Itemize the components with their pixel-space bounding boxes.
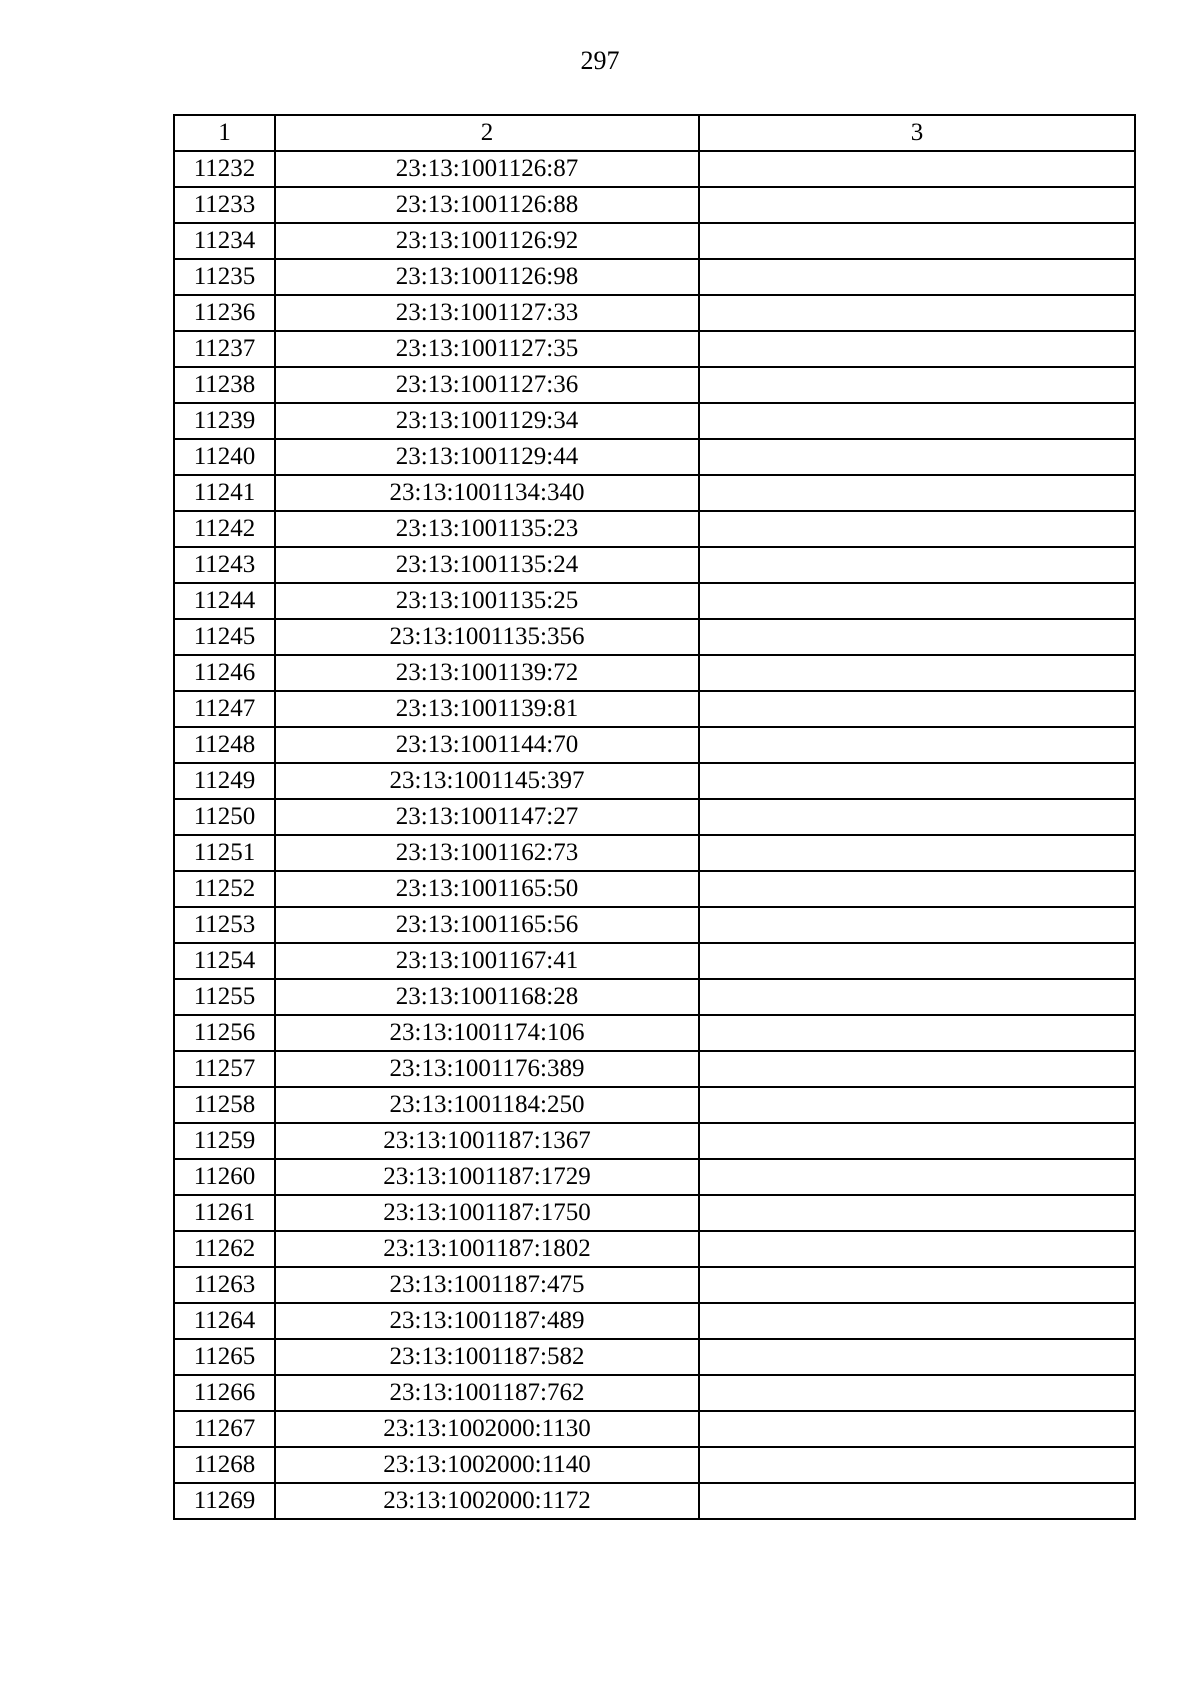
note-cell xyxy=(699,1015,1135,1051)
note-cell xyxy=(699,583,1135,619)
table-body xyxy=(174,151,1135,1519)
table-row xyxy=(174,835,1135,871)
cadastral-number-cell: 23:13:1001187:489 xyxy=(275,1303,699,1339)
cadastral-number-cell: 23:13:1001184:250 xyxy=(275,1087,699,1123)
row-number-cell: 11265 xyxy=(174,1339,275,1375)
table-row xyxy=(174,1303,1135,1339)
note-cell xyxy=(699,331,1135,367)
table-row xyxy=(174,1231,1135,1267)
row-number-cell: 11259 xyxy=(174,1123,275,1159)
row-number-cell: 11235 xyxy=(174,259,275,295)
row-number-cell: 11246 xyxy=(174,655,275,691)
table-row xyxy=(174,151,1135,187)
note-cell xyxy=(699,1087,1135,1123)
note-cell xyxy=(699,1375,1135,1411)
cadastral-number-cell: 23:13:1001127:35 xyxy=(275,331,699,367)
note-cell xyxy=(699,295,1135,331)
cadastral-number-cell: 23:13:1001135:24 xyxy=(275,547,699,583)
table-row xyxy=(174,439,1135,475)
note-cell xyxy=(699,1411,1135,1447)
row-number-cell: 11232 xyxy=(174,151,275,187)
row-number-cell: 11237 xyxy=(174,331,275,367)
note-cell xyxy=(699,1159,1135,1195)
table-row xyxy=(174,1087,1135,1123)
table-row xyxy=(174,223,1135,259)
cadastral-number-cell: 23:13:1001187:1367 xyxy=(275,1123,699,1159)
row-number-cell: 11255 xyxy=(174,979,275,1015)
note-cell xyxy=(699,511,1135,547)
cadastral-number-cell: 23:13:1001126:87 xyxy=(275,151,699,187)
table-row xyxy=(174,979,1135,1015)
cadastral-number-cell: 23:13:1001187:1802 xyxy=(275,1231,699,1267)
row-number-cell: 11249 xyxy=(174,763,275,799)
table-row xyxy=(174,403,1135,439)
row-number-cell: 11269 xyxy=(174,1483,275,1519)
note-cell xyxy=(699,1231,1135,1267)
row-number-cell: 11238 xyxy=(174,367,275,403)
note-cell xyxy=(699,1447,1135,1483)
note-cell xyxy=(699,799,1135,835)
table-row xyxy=(174,367,1135,403)
table-row xyxy=(174,547,1135,583)
cadastral-number-cell: 23:13:1001167:41 xyxy=(275,943,699,979)
row-number-cell: 11264 xyxy=(174,1303,275,1339)
table-header xyxy=(174,115,1135,151)
cadastral-number-cell: 23:13:1001174:106 xyxy=(275,1015,699,1051)
column-header-1: 1 xyxy=(174,115,275,151)
table-row xyxy=(174,727,1135,763)
cadastral-number-cell: 23:13:1001147:27 xyxy=(275,799,699,835)
row-number-cell: 11266 xyxy=(174,1375,275,1411)
table-row xyxy=(174,1447,1135,1483)
cadastral-number-cell: 23:13:1001129:44 xyxy=(275,439,699,475)
row-number-cell: 11258 xyxy=(174,1087,275,1123)
cadastral-number-cell: 23:13:1001162:73 xyxy=(275,835,699,871)
cadastral-number-cell: 23:13:1001135:23 xyxy=(275,511,699,547)
row-number-cell: 11263 xyxy=(174,1267,275,1303)
row-number-cell: 11256 xyxy=(174,1015,275,1051)
cadastral-number-cell: 23:13:1001176:389 xyxy=(275,1051,699,1087)
cadastral-number-cell: 23:13:1001129:34 xyxy=(275,403,699,439)
table-row xyxy=(174,475,1135,511)
table-row xyxy=(174,295,1135,331)
table-row xyxy=(174,1015,1135,1051)
row-number-cell: 11251 xyxy=(174,835,275,871)
note-cell xyxy=(699,547,1135,583)
cadastral-number-cell: 23:13:1001135:356 xyxy=(275,619,699,655)
row-number-cell: 11244 xyxy=(174,583,275,619)
note-cell xyxy=(699,727,1135,763)
row-number-cell: 11245 xyxy=(174,619,275,655)
row-number-cell: 11253 xyxy=(174,907,275,943)
table-row xyxy=(174,187,1135,223)
note-cell xyxy=(699,1123,1135,1159)
row-number-cell: 11234 xyxy=(174,223,275,259)
data-table xyxy=(173,114,1136,1520)
row-number-cell: 11248 xyxy=(174,727,275,763)
table-row xyxy=(174,907,1135,943)
column-header-3: 3 xyxy=(699,115,1135,151)
row-number-cell: 11250 xyxy=(174,799,275,835)
note-cell xyxy=(699,619,1135,655)
header-row xyxy=(174,115,1135,151)
row-number-cell: 11239 xyxy=(174,403,275,439)
row-number-cell: 11261 xyxy=(174,1195,275,1231)
row-number-cell: 11243 xyxy=(174,547,275,583)
row-number-cell: 11268 xyxy=(174,1447,275,1483)
table-row xyxy=(174,583,1135,619)
row-number-cell: 11262 xyxy=(174,1231,275,1267)
note-cell xyxy=(699,1051,1135,1087)
note-cell xyxy=(699,1483,1135,1519)
note-cell xyxy=(699,1267,1135,1303)
row-number-cell: 11257 xyxy=(174,1051,275,1087)
cadastral-number-cell: 23:13:1001126:92 xyxy=(275,223,699,259)
note-cell xyxy=(699,1195,1135,1231)
note-cell xyxy=(699,151,1135,187)
row-number-cell: 11252 xyxy=(174,871,275,907)
note-cell xyxy=(699,979,1135,1015)
cadastral-number-cell: 23:13:1001144:70 xyxy=(275,727,699,763)
note-cell xyxy=(699,367,1135,403)
cadastral-number-cell: 23:13:1002000:1140 xyxy=(275,1447,699,1483)
note-cell xyxy=(699,763,1135,799)
cadastral-number-cell: 23:13:1001187:582 xyxy=(275,1339,699,1375)
table-row xyxy=(174,763,1135,799)
table-row xyxy=(174,799,1135,835)
cadastral-number-cell: 23:13:1001187:1750 xyxy=(275,1195,699,1231)
note-cell xyxy=(699,943,1135,979)
table-row xyxy=(174,259,1135,295)
row-number-cell: 11233 xyxy=(174,187,275,223)
row-number-cell: 11240 xyxy=(174,439,275,475)
table-row xyxy=(174,1123,1135,1159)
table-row xyxy=(174,871,1135,907)
note-cell xyxy=(699,475,1135,511)
cadastral-number-cell: 23:13:1001187:1729 xyxy=(275,1159,699,1195)
note-cell xyxy=(699,907,1135,943)
note-cell xyxy=(699,1339,1135,1375)
table-row xyxy=(174,1483,1135,1519)
table-row xyxy=(174,619,1135,655)
table-row xyxy=(174,1195,1135,1231)
cadastral-number-cell: 23:13:1001135:25 xyxy=(275,583,699,619)
table-row xyxy=(174,1051,1135,1087)
row-number-cell: 11236 xyxy=(174,295,275,331)
note-cell xyxy=(699,691,1135,727)
cadastral-number-cell: 23:13:1001168:28 xyxy=(275,979,699,1015)
cadastral-number-cell: 23:13:1001187:762 xyxy=(275,1375,699,1411)
table-row xyxy=(174,331,1135,367)
cadastral-number-cell: 23:13:1001134:340 xyxy=(275,475,699,511)
cadastral-number-cell: 23:13:1001165:50 xyxy=(275,871,699,907)
page-number: 297 xyxy=(580,46,620,75)
note-cell xyxy=(699,1303,1135,1339)
cadastral-number-cell: 23:13:1001126:88 xyxy=(275,187,699,223)
note-cell xyxy=(699,187,1135,223)
row-number-cell: 11267 xyxy=(174,1411,275,1447)
table-row xyxy=(174,943,1135,979)
note-cell xyxy=(699,223,1135,259)
cadastral-number-cell: 23:13:1001126:98 xyxy=(275,259,699,295)
cadastral-number-cell: 23:13:1001187:475 xyxy=(275,1267,699,1303)
row-number-cell: 11254 xyxy=(174,943,275,979)
cadastral-number-cell: 23:13:1002000:1130 xyxy=(275,1411,699,1447)
row-number-cell: 11241 xyxy=(174,475,275,511)
cadastral-number-cell: 23:13:1001127:36 xyxy=(275,367,699,403)
table-row xyxy=(174,1339,1135,1375)
row-number-cell: 11242 xyxy=(174,511,275,547)
cadastral-number-cell: 23:13:1001127:33 xyxy=(275,295,699,331)
cadastral-number-cell: 23:13:1001139:81 xyxy=(275,691,699,727)
table-row xyxy=(174,655,1135,691)
table-row xyxy=(174,1267,1135,1303)
note-cell xyxy=(699,655,1135,691)
table-row xyxy=(174,1159,1135,1195)
cadastral-number-cell: 23:13:1001139:72 xyxy=(275,655,699,691)
row-number-cell: 11247 xyxy=(174,691,275,727)
table-row xyxy=(174,1375,1135,1411)
column-header-2: 2 xyxy=(275,115,699,151)
cadastral-number-cell: 23:13:1001145:397 xyxy=(275,763,699,799)
note-cell xyxy=(699,259,1135,295)
table-row xyxy=(174,1411,1135,1447)
table-row xyxy=(174,511,1135,547)
cadastral-number-cell: 23:13:1001165:56 xyxy=(275,907,699,943)
note-cell xyxy=(699,835,1135,871)
cadastral-number-cell: 23:13:1002000:1172 xyxy=(275,1483,699,1519)
table-row xyxy=(174,691,1135,727)
note-cell xyxy=(699,403,1135,439)
row-number-cell: 11260 xyxy=(174,1159,275,1195)
note-cell xyxy=(699,871,1135,907)
note-cell xyxy=(699,439,1135,475)
